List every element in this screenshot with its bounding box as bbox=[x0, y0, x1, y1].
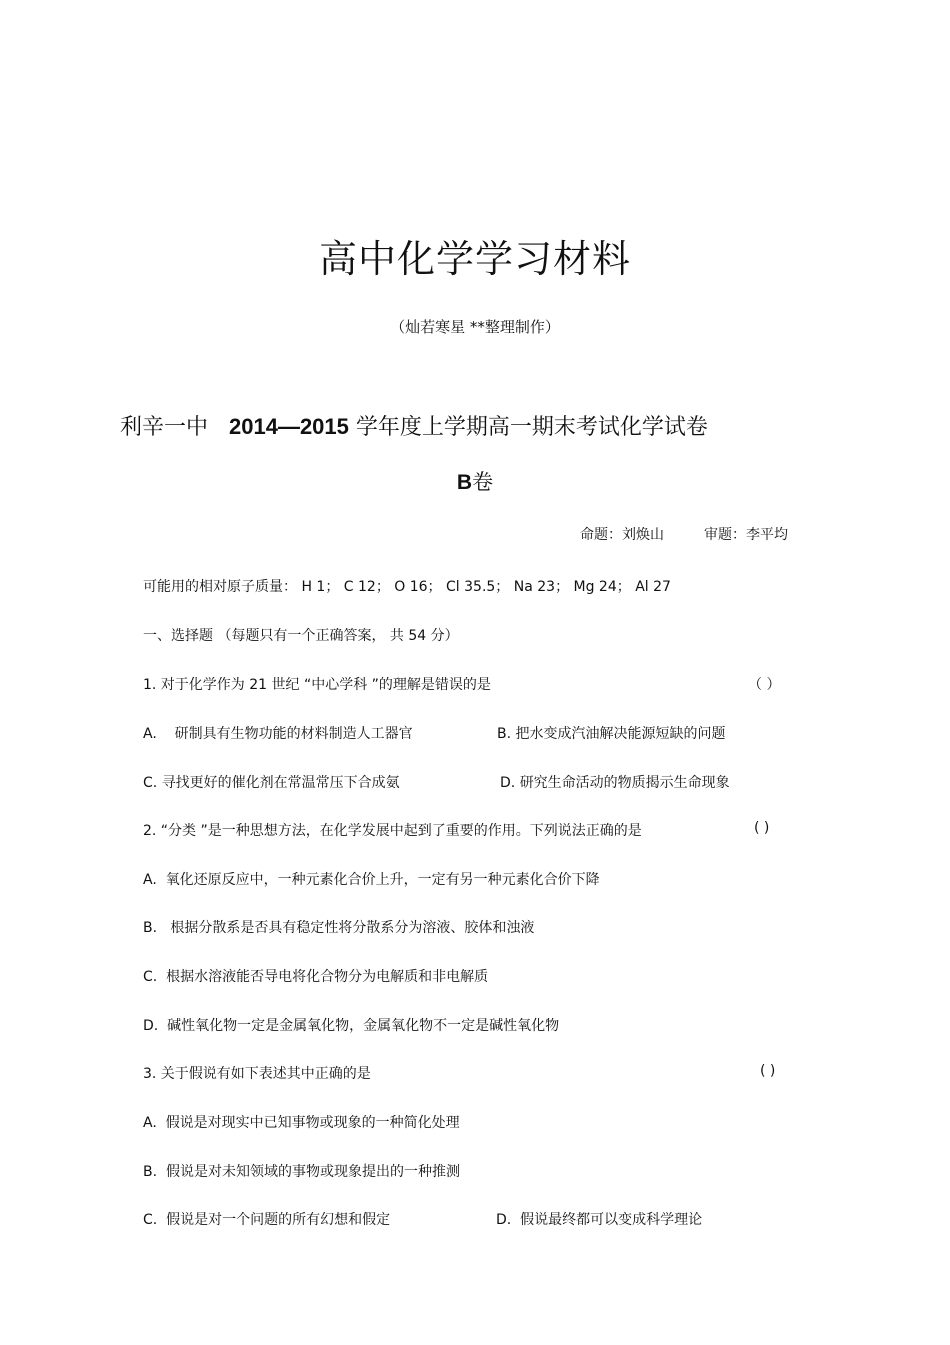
question-3-stem: 3. 关于假说有如下表述其中正确的是 bbox=[143, 1066, 371, 1082]
question-3-option-a: A. 假说是对现实中已知事物或现象的一种简化处理 bbox=[143, 1115, 460, 1131]
question-1-stem: 1. 对于化学作为 21 世纪 “中心学科 ”的理解是错误的是 bbox=[143, 677, 491, 693]
question-1-answer-bracket: （ ） bbox=[748, 677, 781, 693]
question-1-option-a: A. 研制具有生物功能的材料制造人工器官 bbox=[143, 726, 413, 742]
material-subtitle: （灿若寒星 **整理制作） bbox=[390, 318, 560, 336]
setter: 命题：刘焕山 bbox=[580, 527, 664, 543]
paper-letter: B bbox=[456, 471, 473, 494]
question-2-option-d: D. 碱性氧化物一定是金属氧化物，金属氧化物不一定是碱性氧化物 bbox=[143, 1018, 560, 1034]
reviewer: 审题：李平均 bbox=[704, 527, 788, 543]
question-3-answer-bracket: ( ) bbox=[760, 1063, 776, 1079]
question-2-answer-bracket: ( ) bbox=[754, 820, 770, 836]
atomic-masses: 可能用的相对原子质量： H 1； C 12； O 16； Cl 35.5； Na 23； Mg 24； Al 27 bbox=[143, 579, 671, 595]
question-3-option-d: D. 假说最终都可以变成科学理论 bbox=[496, 1212, 703, 1228]
question-3-option-b: B. 假说是对未知领域的事物或现象提出的一种推测 bbox=[143, 1164, 460, 1180]
authors-line bbox=[580, 524, 788, 544]
question-1-option-d: D. 研究生命活动的物质揭示生命现象 bbox=[500, 775, 730, 791]
section-heading: 一、选择题 （每题只有一个正确答案， 共 54 分） bbox=[143, 628, 459, 644]
question-2-option-a: A. 氧化还原反应中，一种元素化合价上升，一定有另一种元素化合价下降 bbox=[143, 872, 600, 888]
paper-suffix: 卷 bbox=[472, 470, 494, 494]
paper-label bbox=[0, 466, 950, 496]
exam-years: 2014—2015 bbox=[229, 414, 349, 439]
exam-school: 利辛一中 bbox=[120, 415, 209, 440]
exam-title-rest: 学年度上学期高一期末考试化学试卷 bbox=[355, 415, 708, 440]
question-2-option-c: C. 根据水溶液能否导电将化合物分为电解质和非电解质 bbox=[143, 969, 489, 985]
question-1-option-c: C. 寻找更好的催化剂在常温常压下合成氨 bbox=[143, 775, 400, 791]
question-1-option-b: B. 把水变成汽油解决能源短缺的问题 bbox=[497, 726, 726, 742]
question-2-option-b: B. 根据分散系是否具有稳定性将分散系分为溶液、胶体和浊液 bbox=[143, 920, 535, 936]
question-3-option-c: C. 假说是对一个问题的所有幻想和假定 bbox=[143, 1212, 391, 1228]
question-2-stem: 2. “分类 ”是一种思想方法，在化学发展中起到了重要的作用。下列说法正确的是 bbox=[143, 823, 642, 839]
exam-title bbox=[120, 410, 708, 441]
material-title: 高中化学学习材料 bbox=[318, 237, 631, 281]
